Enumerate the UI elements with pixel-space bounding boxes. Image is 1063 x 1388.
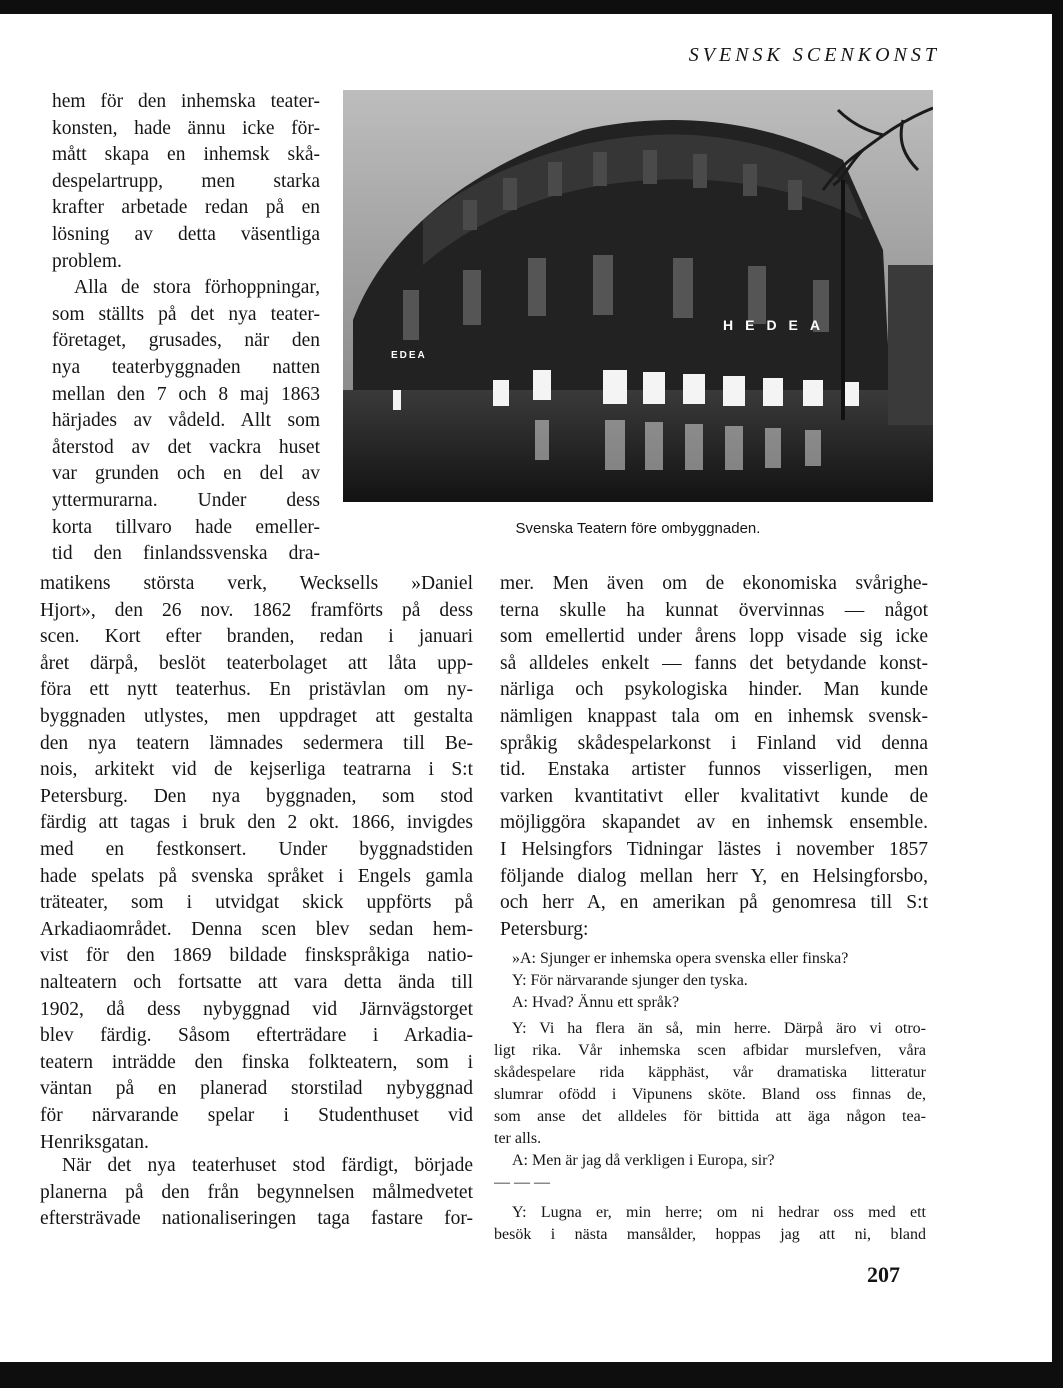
body-line: krafter arbetade redan på en	[52, 197, 320, 219]
body-line: Arkadiaområdet. Denna scen blev sedan hem-	[40, 918, 473, 940]
running-head: SVENSK SCENKONST	[688, 44, 940, 66]
body-line: väntan på en planerad storstilad nybyggnad	[40, 1078, 473, 1100]
body-line: terna skulle ha kunnat övervinnas — något	[500, 599, 928, 621]
dialog-line: »A: Sjunger er inhemska opera svenska eller finska?	[512, 950, 849, 967]
scan-border-top	[0, 0, 1063, 14]
body-line: scen. Kort efter branden, redan i januari	[40, 626, 473, 648]
body-line: yttermurarna. Under dess	[52, 490, 320, 511]
body-line: Alla de stora förhoppningar,	[74, 277, 320, 299]
body-line: konsten, hade ännu icke för-	[52, 117, 320, 139]
body-line: med en festkonsert. Under byggnadstiden	[40, 839, 473, 860]
body-line: möjliggöra skapandet av en inhemsk ensemble.	[500, 812, 928, 834]
body-line: så alldeles enkelt — fanns det betydande konst-	[500, 652, 928, 674]
body-line: nalteatern och fortsatte att vara detta ända till	[40, 972, 473, 993]
photo-sign-text: HEDEA	[723, 317, 833, 333]
body-line: vist för den 1869 bildade finskspråkiga natio-	[40, 945, 473, 967]
dialog-line: skådespelare rida käpphäst, vår dramatiska litteratur	[494, 1064, 926, 1081]
body-line: mer. Men även om de ekonomiska svårighe-	[500, 573, 928, 594]
scan-border-bottom	[0, 1362, 1063, 1388]
dialog-line: ligt rika. Vår inhemska scen afbidar murslefven, våra	[494, 1042, 926, 1059]
body-line: tid den finlandssvenska dra-	[52, 543, 320, 565]
body-line: närliga och psykologiska hinder. Man kunde	[500, 679, 928, 701]
body-line: despelartrupp, men starka	[52, 170, 320, 192]
dialog-line: A: Hvad? Ännu ett språk?	[512, 994, 680, 1011]
body-line: var grunden och en del av	[52, 463, 320, 485]
body-line: härjades av vådeld. Allt som	[52, 410, 320, 432]
body-line: eftersträvade nationaliseringen taga fastare for-	[40, 1208, 473, 1230]
body-line: företaget, grusades, när den	[52, 330, 320, 352]
body-line: 1902, då dess nybyggnad vid Järnvägstorget	[40, 998, 473, 1020]
body-line: året därpå, beslöt teaterbolaget att låta upp-	[40, 652, 473, 674]
body-line: I Helsingfors Tidningar lästes i november 1857	[500, 839, 928, 860]
body-line: Hjort», den 26 nov. 1862 framförts på dess	[40, 599, 473, 621]
photo-caption: Svenska Teatern före ombyggnaden.	[515, 520, 761, 537]
body-line: tid. Enstaka artister funnos visserligen, men	[500, 759, 928, 781]
dialog-line: Y: För närvarande sjunger den tyska.	[512, 972, 748, 989]
theatre-photo-drawing	[343, 90, 933, 502]
body-line: byggnaden utlystes, men uppdraget att gestalta	[40, 706, 473, 727]
page-number: 207	[867, 1262, 900, 1287]
body-line: mellan den 7 och 8 maj 1863	[52, 383, 320, 405]
theatre-photo	[343, 90, 933, 502]
body-line: som emellertid under årens lopp visade sig icke	[500, 626, 928, 648]
body-line: Henriksgatan.	[40, 1131, 149, 1153]
dialog-line: som anse det alldeles för bittida att äga någon tea-	[494, 1108, 926, 1125]
dialog-line: slumrar ofödd i Vipunens sköte. Bland oss finnas de,	[494, 1086, 926, 1103]
body-line: mått skapa en inhemsk skå-	[52, 144, 320, 166]
body-line: träteater, som i utvidgat skick uppförts på	[40, 892, 473, 914]
dialog-line: — — —	[494, 1174, 550, 1191]
body-line: för närvarande spelar i Studenthuset vid	[40, 1105, 473, 1126]
body-line: som ställts på det nya teater-	[52, 303, 320, 325]
body-line: matikens största verk, Wecksells »Daniel	[40, 573, 473, 594]
body-line: Petersburg:	[500, 918, 589, 940]
body-line: teatern inträdde den finska folkteatern, som i	[40, 1051, 473, 1073]
photo-side-sign-text: EDEA	[391, 350, 427, 361]
dialog-line: ter alls.	[494, 1130, 542, 1147]
body-line: föra ett nytt teaterhus. En pristävlan om ny-	[40, 679, 473, 701]
body-line: språkig skådespelarkonst i Finland vid denna	[500, 732, 928, 754]
body-line: och herr A, en amerikan på genomresa till S:t	[500, 892, 928, 914]
scan-border-right	[1052, 0, 1063, 1388]
body-line: återstod av det vackra huset	[52, 436, 320, 458]
body-line: nya teaterbyggnaden natten	[52, 357, 320, 378]
dialog-line: Y: Vi ha flera än så, min herre. Därpå äro vi otro-	[512, 1020, 926, 1037]
body-line: den nya teatern lämnades sedermera till Be-	[40, 732, 473, 754]
dialog-line: Y: Lugna er, min herre; om ni hedrar oss med ett	[512, 1204, 926, 1221]
body-line: hade spelats på svenska språket i Engels gamla	[40, 865, 473, 887]
body-line: varken kvantitativt eller kvalitativt kunde de	[500, 785, 928, 807]
body-line: planerna på den från begynnelsen målmedvetet	[40, 1181, 473, 1203]
body-line: hem för den inhemska teater-	[52, 91, 320, 112]
body-line: lösning av detta väsentliga	[52, 224, 320, 245]
body-line: färdig att tagas i bruk den 2 okt. 1866, invigdes	[40, 812, 473, 834]
body-line: nämligen knappast tala om en inhemsk svensk-	[500, 706, 928, 727]
body-line: korta tillvaro hade emeller-	[52, 516, 320, 538]
body-line: problem.	[52, 250, 122, 272]
body-line: följande dialog mellan herr Y, en Helsingforsbo,	[500, 865, 928, 887]
dialog-line: besök i nästa mansålder, hoppas jag att ni, bland	[494, 1226, 926, 1243]
body-line: Petersburg. Den nya byggnaden, som stod	[40, 785, 473, 807]
body-line: blev färdig. Såsom efterträdare i Arkadia-	[40, 1025, 473, 1047]
dialog-line: A: Men är jag då verkligen i Europa, sir?	[512, 1152, 775, 1169]
body-line: nois, arkitekt vid de kejserliga teatrarna i S:t	[40, 759, 473, 781]
body-line: När det nya teaterhuset stod färdigt, började	[62, 1155, 473, 1176]
